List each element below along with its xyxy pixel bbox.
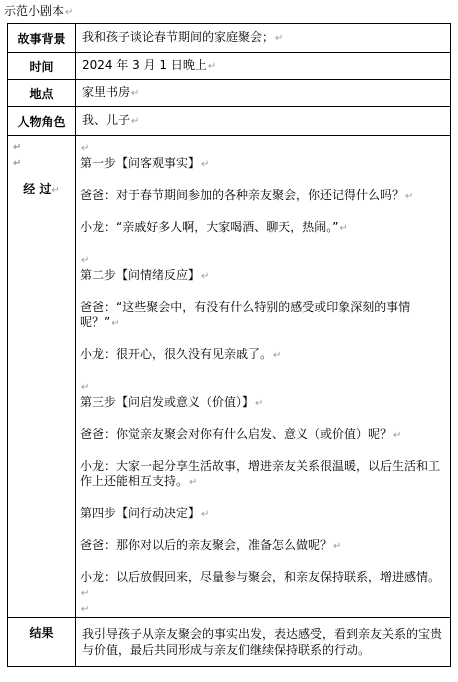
process-label-cell: ↵ ↵ 经 过↵ [8, 136, 76, 618]
process-label: 经 过↵ [23, 182, 60, 196]
background-label: 故事背景 [8, 24, 76, 53]
step3-heading: 第三步【问启发或意义（价值）】↵ [80, 395, 264, 409]
row-process [8, 136, 451, 618]
step4-heading: 第四步【问行动决定】↵ [80, 506, 210, 520]
step1-heading: 第一步【问客观事实】↵ [80, 156, 210, 170]
row-place [8, 80, 451, 107]
son-line-1: 小龙：“亲戚好多人啊，大家喝酒、聊天，热闹。”↵ [80, 220, 348, 234]
document-title: 示范小剧本↵ [4, 4, 74, 18]
row-result [8, 618, 451, 667]
dad-line-4: 爸爸：那你对以后的亲友聚会，准备怎么做呢？↵ [80, 538, 342, 552]
place-value: 家里书房↵ [76, 80, 451, 107]
paragraph-mark: ↵ [65, 7, 74, 18]
time-value: 2024 年 3 月 1 日晚上↵ [76, 53, 451, 80]
son-line-4: 小龙：以后放假回来，尽量参与聚会，和亲友保持联系，增进感情。↵ [80, 570, 441, 599]
result-label: 结果 [8, 618, 76, 667]
result-value: 我引导孩子从亲友聚会的事实出发，表达感受，看到亲友关系的宝贵与价值，最后共同形成与亲友们继续保持联系的行动。 [76, 618, 451, 667]
son-line-3: 小龙：大家一起分享生活故事，增进亲友关系很温暖，以后生活和工作上还能相互支持。↵ [80, 459, 441, 488]
step2-heading: 第二步【问情绪反应】↵ [80, 268, 210, 282]
row-time [8, 53, 451, 80]
dad-line-2: 爸爸：“这些聚会中，有没有什么特别的感受或印象深刻的事情呢？”↵ [80, 300, 411, 329]
process-content: ↵ 第一步【问客观事实】↵ 爸爸：对于春节期间参加的各种亲友聚会，你还记得什么吗？↵ 小龙：“亲戚好多人啊，大家喝酒、聊天，热闹。”↵ ↵ 第二步【问情绪反应】↵ 爸爸：“这些聚会中，有没有什么特别的感受或印象深刻的事情呢？”↵ 小龙：很开心，很久没有见亲戚了。↵ ↵ 第三步【问启发或意义（价值）】↵ 爸爸：你觉亲友聚会对你有什么启发、意义（或价值）呢？↵ 小龙：大家一起分享生活故事，增进亲友关系很温暖，以后生活和工作上还能相互支持。↵ 第四步【问行动决定】↵ 爸爸：那你对以后的亲友聚会，准备怎么做呢？↵ 小龙：以后放假回来，尽量参与聚会，和亲友保持联系，增进感情。↵ ↵ [76, 136, 451, 618]
row-background [8, 24, 451, 53]
son-line-2: 小龙：很开心，很久没有见亲戚了。↵ [80, 347, 282, 361]
time-label: 时间 [8, 53, 76, 80]
place-label: 地点 [8, 80, 76, 107]
background-value: 我和孩子谈论春节期间的家庭聚会；↵ [76, 24, 451, 53]
dad-line-3: 爸爸：你觉亲友聚会对你有什么启发、意义（或价值）呢？↵ [80, 427, 402, 441]
dad-line-1: 爸爸：对于春节期间参加的各种亲友聚会，你还记得什么吗？↵ [80, 188, 414, 202]
row-characters [8, 107, 451, 136]
script-table [7, 23, 451, 667]
characters-label: 人物角色 [8, 107, 76, 136]
characters-value: 我、儿子↵ [76, 107, 451, 136]
